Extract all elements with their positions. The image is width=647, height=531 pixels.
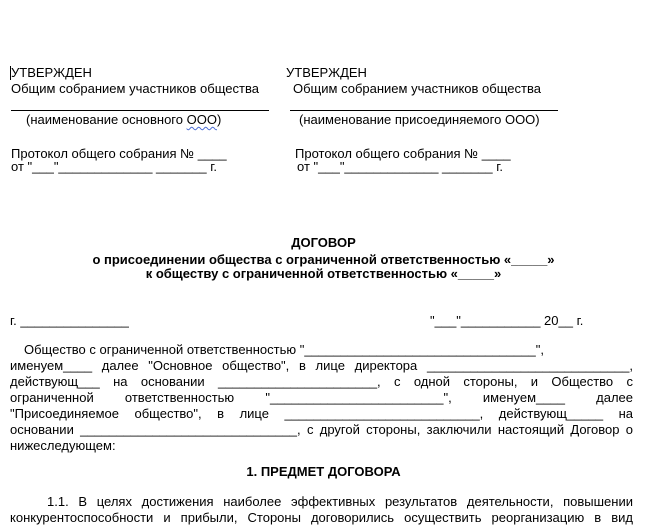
right-approved-by: Общим собранием участников общества — [293, 81, 541, 96]
section-1-paragraph — [10, 494, 633, 526]
preamble-line: основании ______________________________, с другой стороны, заключили настоящий Договор о — [10, 422, 633, 437]
right-approved-label: УТВЕРЖДЕН — [286, 65, 367, 80]
doc-subtitle-1: о присоединении общества с ограниченной ответственностью «_____» — [92, 252, 555, 267]
section-heading: 1. ПРЕДМЕТ ДОГОВОРА — [246, 464, 401, 479]
left-name-hint-suffix: ) — [216, 112, 222, 127]
left-protocol-date: от "___"_____________ _______ г. — [11, 159, 218, 174]
left-approved-by: Общим собранием участников общества — [11, 81, 259, 96]
preamble-line: действующ___ на основании ______________________, с одной стороны, и Общество с — [10, 374, 633, 389]
left-name-hint-ooo: ООО — [186, 112, 217, 127]
doc-subtitle-2: к обществу с ограниченной ответственностью «_____» — [145, 266, 502, 281]
left-name-hint — [26, 112, 221, 128]
contract-date-field: "___"___________ 20__ г. — [430, 313, 584, 328]
left-protocol: Протокол общего собрания № ____ — [11, 146, 227, 161]
section-1-line: конкурентоспособности и прибыли, Стороны договорились осуществить реорганизацию в вид — [10, 510, 633, 525]
right-signature-line — [290, 110, 558, 111]
right-name-hint: (наименование присоединяемого ООО) — [299, 112, 540, 127]
preamble-line: нижеследующем: — [10, 438, 116, 453]
preamble-line: Общество с ограниченной ответственностью "________________________________", — [24, 342, 544, 357]
preamble-line: именуем____ далее "Основное общество", в лице директора ____________________________, — [10, 358, 633, 373]
preamble-paragraph — [10, 342, 633, 454]
doc-title: ДОГОВОР — [291, 235, 356, 250]
preamble-line: "Присоединяемое общество", в лице ___________________________, действующ_____ на — [10, 406, 633, 421]
left-signature-line — [11, 110, 269, 111]
preamble-line: ограниченной ответственностью "________________________", именуем____ далее — [10, 390, 633, 405]
city-field: г. _______________ — [10, 313, 129, 328]
right-protocol: Протокол общего собрания № ____ — [295, 146, 511, 161]
right-protocol-date: от "___"_____________ _______ г. — [297, 159, 504, 174]
left-name-hint-prefix: (наименование основного — [26, 112, 187, 127]
left-approved-label: УТВЕРЖДЕН — [11, 65, 92, 80]
section-1-line: 1.1. В целях достижения наиболее эффективных результатов деятельности, повышении — [47, 494, 633, 509]
